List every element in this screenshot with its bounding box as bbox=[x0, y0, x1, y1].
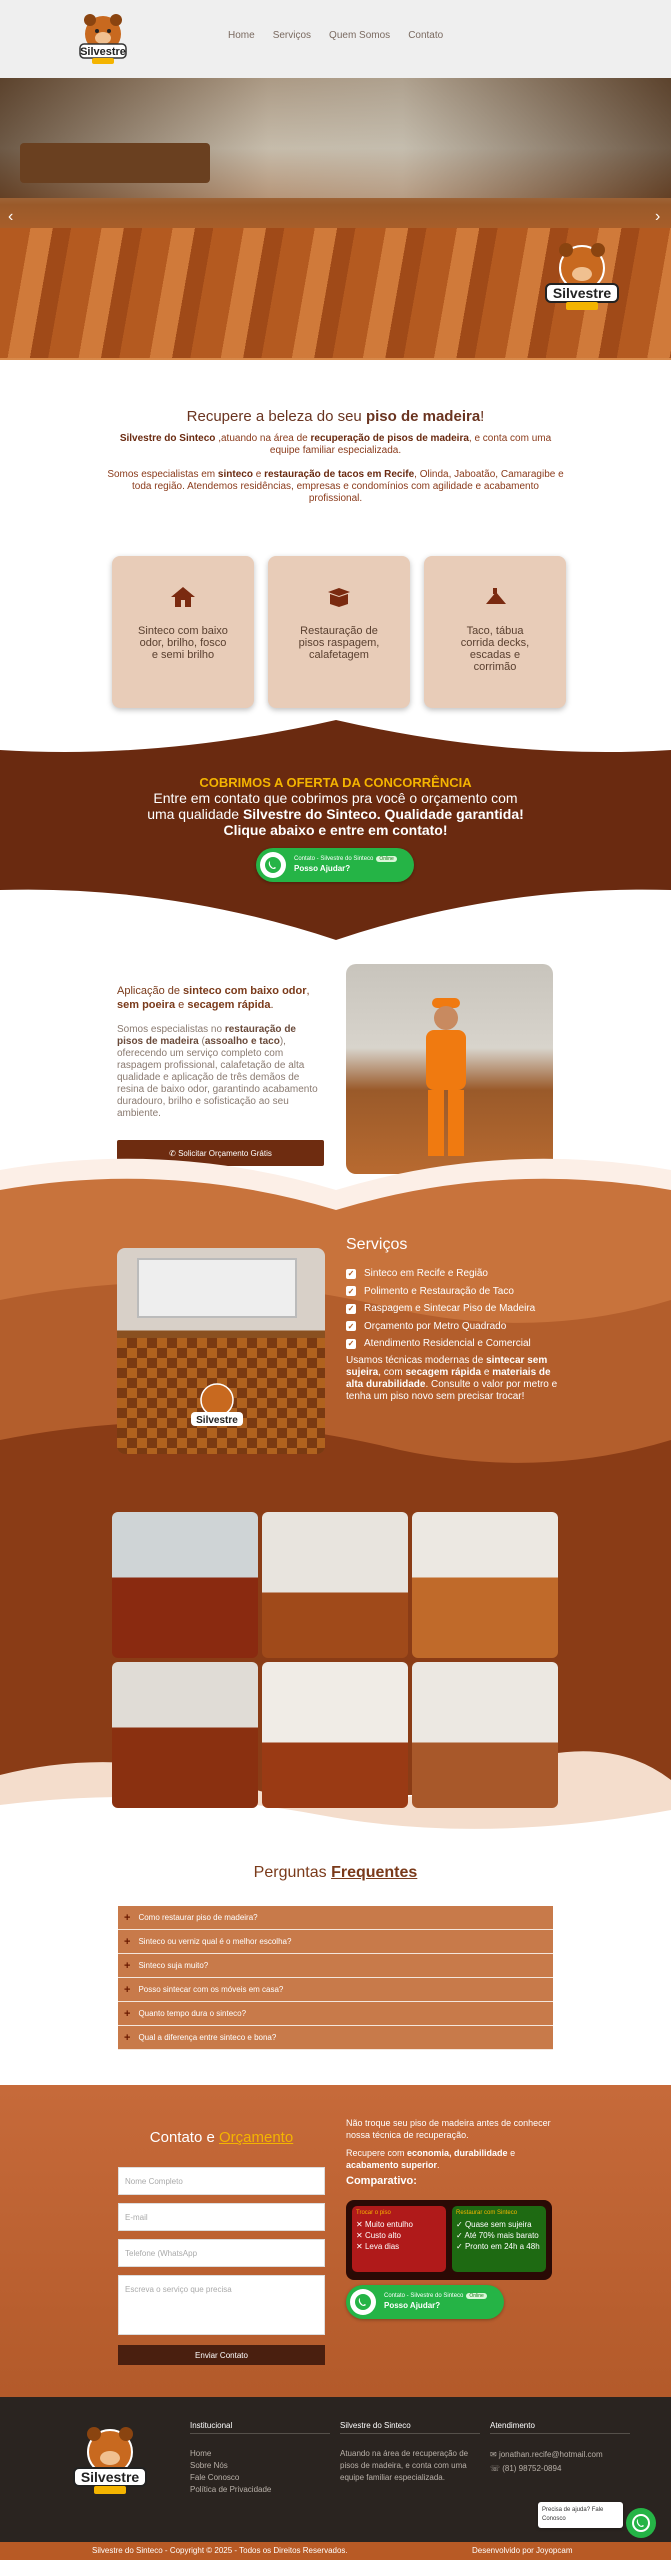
services-description: Usamos técnicas modernas de sintecar sem sujeira, com secagem rápida e materiais de alta durabilidade. Consulte o valor por metro e tenha um piso novo sem precisar trocar! bbox=[346, 1355, 558, 1402]
footer-atendimento: Atendimento ✉ jonathan.recife@hotmail.com ☏ (81) 98752-0894 bbox=[490, 2421, 630, 2476]
box-open-icon bbox=[326, 586, 352, 608]
faq-item[interactable]: + Posso sintecar com os móveis em casa? bbox=[118, 1978, 553, 2002]
about-description: Somos especialistas no restauração de pisos de madeira (assoalho e taco), oferecendo um serviço completo com raspagem profissional, calafetação de alta qualidade e aplicação de três demãos de resina de baixo odor, garantindo acabamento duradouro, brilho e sofisticação ao seu ambiente. bbox=[117, 1024, 318, 1119]
services-title: Serviços bbox=[346, 1236, 408, 1253]
offer-line-1: Entre em contato que cobrimos pra você o orçamento com bbox=[153, 790, 518, 806]
service-item: ✓ Atendimento Residencial e Comercial bbox=[347, 1338, 531, 1350]
hero-slider bbox=[0, 78, 671, 360]
nav-servicos[interactable]: Serviços bbox=[272, 30, 312, 41]
service-item: ✓ Polimento e Restauração de Taco bbox=[347, 1285, 514, 1297]
services-photo bbox=[117, 1248, 325, 1454]
phone-field[interactable]: Telefone (WhatsApp bbox=[118, 2239, 325, 2267]
window-frame bbox=[137, 1258, 297, 1318]
whatsapp-button-contact[interactable]: Contato - Silvestre do Sinteco Online Posso Ajudar? bbox=[346, 2285, 504, 2319]
service-item: ✓ Orçamento por Metro Quadrado bbox=[347, 1320, 507, 1332]
offer-title: COBRIMOS A OFERTA DA CONCORRÊNCIA bbox=[199, 775, 472, 790]
faq-item[interactable]: + Qual a diferença entre sinteco e bona? bbox=[118, 2026, 553, 2050]
hero-table bbox=[20, 143, 210, 183]
slider-prev-icon[interactable]: ‹ bbox=[8, 208, 14, 225]
bottom-bar bbox=[0, 2542, 671, 2560]
photo-gallery bbox=[112, 1512, 558, 1808]
gallery-photo[interactable] bbox=[412, 1662, 558, 1808]
slider-next-icon[interactable]: › bbox=[655, 208, 661, 225]
message-field[interactable]: Escreva o serviço que precisa bbox=[118, 2275, 325, 2335]
services-background bbox=[0, 1150, 671, 1550]
comparison-replace: Trocar o piso ✕ Muito entulho ✕ Custo alto ✕ Leva dias bbox=[352, 2206, 446, 2272]
developer-credit[interactable]: Desenvolvido por Joyopcam bbox=[472, 2546, 573, 2555]
trowel-icon bbox=[482, 586, 508, 608]
footer-bear-logo[interactable] bbox=[70, 2422, 150, 2502]
services-section bbox=[0, 1150, 671, 1550]
intro-section bbox=[0, 408, 671, 505]
check-icon: ✓ bbox=[347, 1269, 355, 1279]
footer-institucional: Institucional Home Sobre Nós Fale Conosco Política de Privacidade bbox=[190, 2421, 330, 2496]
faq-item[interactable]: + Como restaurar piso de madeira? bbox=[118, 1906, 553, 1930]
footer-link-fale[interactable]: Fale Conosco bbox=[190, 2473, 240, 2482]
plus-icon: + bbox=[124, 1959, 131, 1972]
footer-about: Silvestre do Sinteco Atuando na área de recuperação de pisos de madeira, e conta com uma equipe familiar especializada. bbox=[340, 2421, 480, 2484]
contact-pitch: Não troque seu piso de madeira antes de conhecer nossa técnica de recuperação. Recupere com economia, durabilidade e acabamento superior. Comparativo: bbox=[346, 2118, 551, 2187]
site-header bbox=[0, 0, 671, 78]
hero-bear-logo bbox=[540, 238, 625, 318]
services-list bbox=[346, 1265, 535, 1353]
help-popup[interactable]: Precisa de ajuda? Fale Conosco bbox=[538, 2502, 623, 2528]
house-icon bbox=[170, 586, 196, 608]
footer-link-home[interactable]: Home bbox=[190, 2449, 212, 2458]
svg-text:Silvestre: Silvestre bbox=[552, 285, 612, 301]
faq-list bbox=[118, 1906, 553, 2050]
whatsapp-icon bbox=[350, 2289, 376, 2315]
feature-card: Restauração de pisos raspagem, calafetagem bbox=[268, 556, 410, 708]
check-icon: ✓ bbox=[347, 1304, 355, 1314]
check-icon: ✓ bbox=[347, 1286, 355, 1296]
send-contact-button[interactable]: Enviar Contato bbox=[118, 2345, 325, 2365]
footer-link-privacidade[interactable]: Política de Privacidade bbox=[190, 2485, 272, 2494]
faq-title: Perguntas Frequentes bbox=[253, 1864, 418, 1881]
intro-paragraph-1: Silvestre do Sinteco ,atuando na área de recuperação de pisos de madeira, e conta com uma equipe familiar especializada. bbox=[119, 433, 552, 456]
gallery-photo[interactable] bbox=[262, 1662, 408, 1808]
main-nav bbox=[228, 30, 461, 41]
whatsapp-icon bbox=[260, 852, 286, 878]
plus-icon: + bbox=[124, 2007, 131, 2020]
service-item: ✓ Raspagem e Sintecar Piso de Madeira bbox=[347, 1303, 536, 1315]
whatsapp-button[interactable]: Contato - Silvestre do Sinteco Online Posso Ajudar? bbox=[256, 848, 414, 882]
contact-section bbox=[0, 2085, 671, 2397]
plus-icon: + bbox=[124, 1983, 131, 1996]
plus-icon: + bbox=[124, 1911, 131, 1924]
comparison-restore: Restaurar com Sinteco ✓ Quase sem sujeira ✓ Até 70% mais barato ✓ Pronto em 24h a 48h bbox=[452, 2206, 546, 2272]
nav-home[interactable]: Home bbox=[228, 30, 255, 41]
gallery-photo[interactable] bbox=[262, 1512, 408, 1658]
footer-link-sobre[interactable]: Sobre Nós bbox=[190, 2461, 228, 2470]
gallery-photo[interactable] bbox=[112, 1662, 258, 1808]
worker-figure bbox=[406, 994, 486, 1164]
logo-text: Silvestre bbox=[80, 46, 126, 58]
faq-item[interactable]: + Quanto tempo dura o sinteco? bbox=[118, 2002, 553, 2026]
floating-whatsapp-button[interactable] bbox=[626, 2508, 656, 2538]
faq-item[interactable]: + Sinteco ou verniz qual é o melhor escolha? bbox=[118, 1930, 553, 1954]
whatsapp-icon bbox=[631, 2513, 651, 2533]
name-field[interactable]: Nome Completo bbox=[118, 2167, 325, 2195]
offer-banner bbox=[0, 720, 671, 940]
nav-contato[interactable]: Contato bbox=[408, 30, 444, 41]
gallery-photo[interactable] bbox=[112, 1512, 258, 1658]
intro-paragraph-2: Somos especialistas em sinteco e restauração de tacos em Recife, Olinda, Jaboatão, Camaragibe e toda região. Atendemos residências, empresas e condomínios com agilidade e acabamento profissional. bbox=[107, 469, 564, 504]
contact-title: Contato e Orçamento bbox=[149, 2129, 294, 2146]
nav-quem-somos[interactable]: Quem Somos bbox=[329, 30, 391, 41]
worker-photo bbox=[346, 964, 553, 1174]
check-icon: ✓ bbox=[347, 1339, 355, 1349]
check-icon: ✓ bbox=[347, 1321, 355, 1331]
offer-line-3: Clique abaixo e entre em contato! bbox=[223, 822, 448, 838]
gallery-photo[interactable] bbox=[412, 1512, 558, 1658]
feature-card: Sinteco com baixo odor, brilho, fosco e semi brilho bbox=[112, 556, 254, 708]
email-icon: ✉ bbox=[490, 2450, 499, 2459]
bear-logo[interactable] bbox=[74, 10, 132, 68]
comparison-box bbox=[346, 2200, 552, 2280]
svg-text:Silvestre: Silvestre bbox=[196, 1415, 238, 1426]
svg-text:Silvestre: Silvestre bbox=[80, 2469, 140, 2485]
faq-item[interactable]: + Sinteco suja muito? bbox=[118, 1954, 553, 1978]
intro-title: Recupere a beleza do seu piso de madeira! bbox=[186, 408, 485, 425]
photo-bear-logo bbox=[187, 1378, 247, 1438]
plus-icon: + bbox=[124, 2031, 131, 2044]
offer-line-2: uma qualidade Silvestre do Sinteco. Qualidade garantida! bbox=[147, 806, 524, 822]
service-item: ✓ Sinteco em Recife e Região bbox=[347, 1268, 488, 1280]
copyright-text: Silvestre do Sinteco - Copyright © 2025 - Todos os Direitos Reservados. bbox=[92, 2546, 348, 2555]
feature-card: Taco, tábua corrida decks, escadas e corrimão bbox=[424, 556, 566, 708]
plus-icon: + bbox=[124, 1935, 131, 1948]
phone-icon: ☏ bbox=[490, 2464, 503, 2473]
email-field[interactable]: E-mail bbox=[118, 2203, 325, 2231]
feature-cards bbox=[112, 556, 566, 708]
about-heading: Aplicação de sinteco com baixo odor, sem poeira e secagem rápida. bbox=[117, 985, 310, 1011]
faq-section bbox=[0, 1864, 671, 2044]
request-quote-button[interactable]: ✆ Solicitar Orçamento Grátis bbox=[117, 1140, 324, 1166]
